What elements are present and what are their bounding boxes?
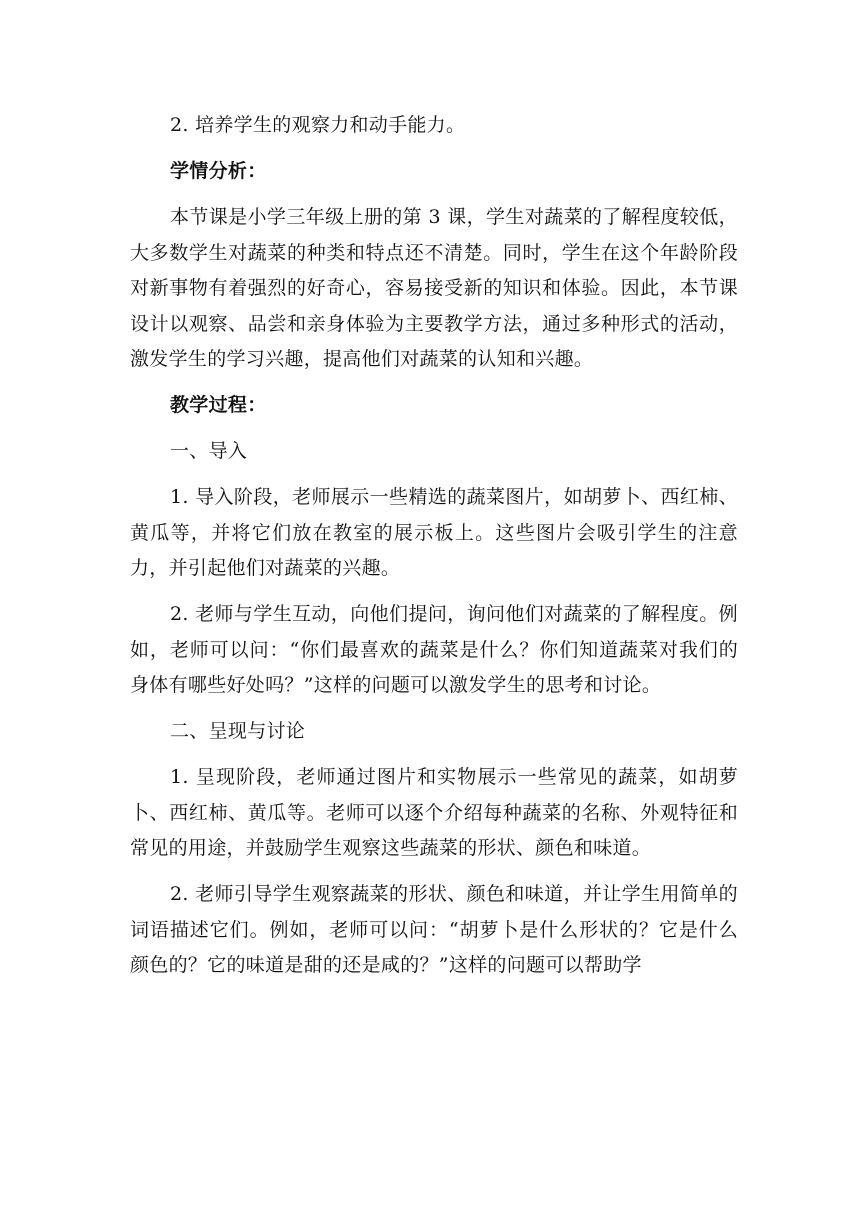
introduction-step-2: 2. 老师与学生互动，向他们提问，询问他们对蔬菜的了解程度。例如，老师可以问：“你们最喜欢的蔬菜是什么？你们知道蔬菜对我们的身体有哪些好处吗？”这样的问题可以激发学生的思考和讨论。 <box>130 603 738 696</box>
introduction-step-1: 1. 导入阶段，老师展示一些精选的蔬菜图片，如胡萝卜、西红柿、黄瓜等，并将它们放在教室的展示板上。这些图片会吸引学生的注意力，并引起他们对蔬菜的兴趣。 <box>130 486 738 579</box>
objective-item-2: 2. 培养学生的观察力和动手能力。 <box>170 114 466 136</box>
section-heading-teaching-process: 教学过程： <box>170 394 267 416</box>
subsection-heading-presentation: 二、呈现与讨论 <box>170 720 306 742</box>
learner-analysis-paragraph: 本节课是小学三年级上册的第 3 课，学生对蔬菜的了解程度较低，大多数学生对蔬菜的种类和特点还不清楚。同时，学生在这个年龄阶段对新事物有着强烈的好奇心，容易接受新的知识和体验。因此，本节课设计以观察、品尝和亲身体验为主要教学方法，通过多种形式的活动，激发学生的学习兴趣，提高他们对蔬菜的认知和兴趣。 <box>130 206 738 370</box>
document-page <box>130 108 738 984</box>
presentation-step-1: 1. 呈现阶段，老师通过图片和实物展示一些常见的蔬菜，如胡萝卜、西红柿、黄瓜等。老师可以逐个介绍每种蔬菜的名称、外观特征和常见的用途，并鼓励学生观察这些蔬菜的形状、颜色和味道。 <box>130 766 738 859</box>
subsection-heading-introduction: 一、导入 <box>170 440 248 462</box>
section-heading-learner-analysis: 学情分析： <box>170 160 267 182</box>
presentation-step-2: 2. 老师引导学生观察蔬菜的形状、颜色和味道，并让学生用简单的词语描述它们。例如，老师可以问：“胡萝卜是什么形状的？它是什么颜色的？它的味道是甜的还是咸的？”这样的问题可以帮助学 <box>130 883 738 976</box>
